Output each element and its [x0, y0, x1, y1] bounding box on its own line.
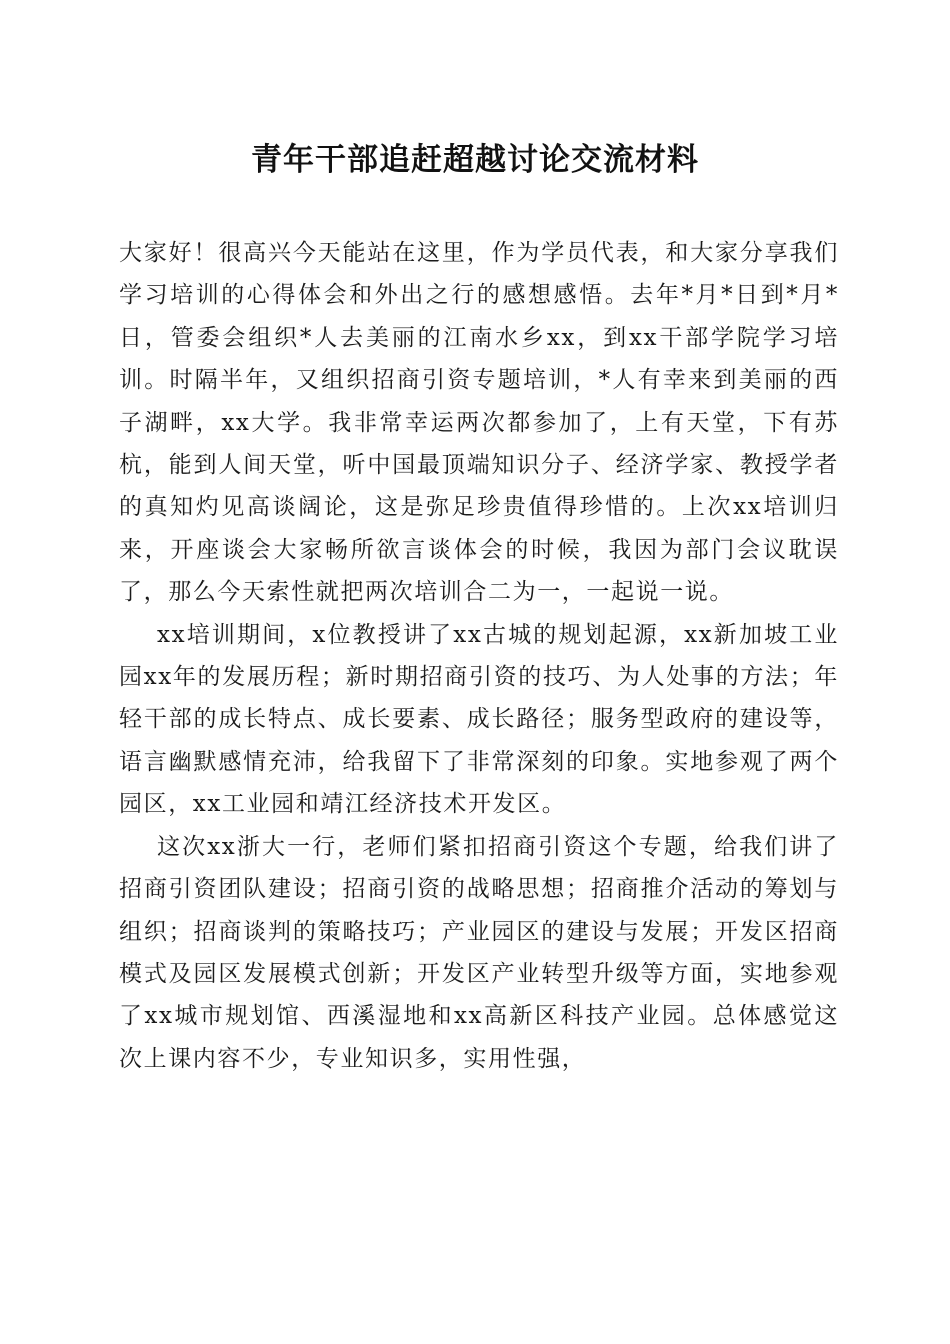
paragraph-intro: 大家好！很高兴今天能站在这里，作为学员代表，和大家分享我们学习培训的心得体会和外出之行的感想感悟。去年*月*日到*月*日，管委会组织*人去美丽的江南水乡xx，到xx干部学院学习培训。时隔半年，又组织招商引资专题培训，*人有幸来到美丽的西子湖畔，xx大学。我非常幸运两次都参加了，上有天堂，下有苏杭，能到人间天堂，听中国最顶端知识分子、经济学家、教授学者的真知灼见高谈阔论，这是弥足珍贵值得珍惜的。上次xx培训归来，开座谈会大家畅所欲言谈体会的时候，我因为部门会议耽误了，那么今天索性就把两次培训合二为一，一起说一说。 [119, 240, 839, 606]
document-body [119, 232, 839, 1080]
paragraph-zhejiang-trip: 这次xx浙大一行，老师们紧扣招商引资这个专题，给我们讲了招商引资团队建设；招商引资的战略思想；招商推介活动的筹划与组织；招商谈判的策略技巧；产业园区的建设与发展；开发区招商模式及园区发展模式创新；开发区产业转型升级等方面，实地参观了xx城市规划馆、西溪湿地和xx高新区科技产业园。总体感觉这次上课内容不少，专业知识多，实用性强， [119, 833, 839, 1072]
paragraph-training: xx培训期间，x位教授讲了xx古城的规划起源，xx新加坡工业园xx年的发展历程；新时期招商引资的技巧、为人处事的方法；年轻干部的成长特点、成长要素、成长路径；服务型政府的建设等，语言幽默感情充沛，给我留下了非常深刻的印象。实地参观了两个园区，xx工业园和靖江经济技术开发区。 [119, 621, 839, 818]
document-title: 青年干部追赶超越讨论交流材料 [251, 142, 699, 178]
